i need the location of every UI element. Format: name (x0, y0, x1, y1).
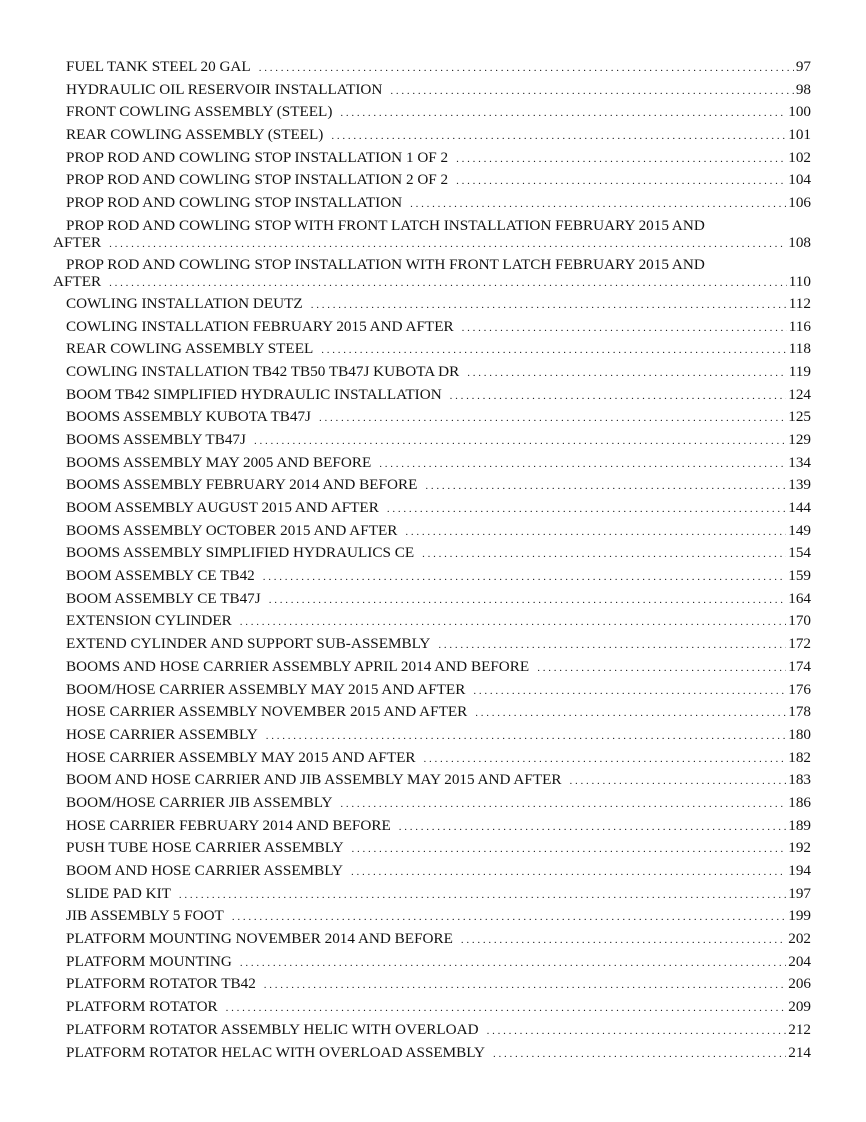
dot-leader (424, 748, 787, 771)
toc-entry[interactable] (0, 837, 866, 860)
toc-entry-page-number: 182 (788, 748, 811, 766)
toc-entry-page-number: 204 (788, 952, 811, 970)
toc-entry-page-number: 97 (795, 58, 811, 75)
toc-entry-title: PLATFORM ROTATOR (66, 998, 218, 1016)
toc-entry-title: COWLING INSTALLATION DEUTZ (66, 294, 303, 312)
dot-leader (410, 193, 786, 216)
dot-leader (266, 725, 786, 748)
toc-entry-row (66, 79, 811, 103)
table-of-contents (0, 56, 866, 1064)
toc-entry-row (66, 316, 811, 340)
dot-leader (109, 272, 787, 295)
toc-entry-title: HOSE CARRIER FEBRUARY 2014 AND BEFORE (66, 816, 391, 834)
dot-leader (259, 57, 794, 80)
toc-entry-page-number: 192 (788, 839, 811, 857)
toc-entry[interactable] (0, 79, 866, 102)
toc-entry-row (66, 588, 811, 612)
toc-entry-page-number: 100 (788, 103, 811, 121)
dot-leader (269, 589, 787, 612)
toc-entry-title: BOOM TB42 SIMPLIFIED HYDRAULIC INSTALLATION (66, 385, 442, 403)
toc-entry-row (66, 384, 811, 408)
toc-entry[interactable] (0, 724, 866, 747)
toc-entry[interactable] (0, 542, 866, 565)
toc-entry-page-number: 125 (788, 408, 811, 426)
toc-entry-title: BOOMS ASSEMBLY FEBRUARY 2014 AND BEFORE (66, 476, 418, 494)
dot-leader (570, 770, 787, 793)
toc-entry[interactable] (0, 951, 866, 974)
toc-entry-page-number: 172 (788, 635, 811, 653)
toc-entry-page-number: 112 (788, 294, 811, 312)
toc-entry-row (66, 951, 811, 975)
dot-leader (456, 170, 786, 193)
toc-entry-title: PLATFORM ROTATOR ASSEMBLY HELIC WITH OVERLOAD (66, 1020, 479, 1038)
toc-entry-row (66, 905, 811, 929)
toc-entry-title: COWLING INSTALLATION TB42 TB50 TB47J KUBOTA DR (66, 362, 460, 380)
toc-entry[interactable] (0, 565, 866, 588)
toc-entry-title: BOOMS ASSEMBLY MAY 2005 AND BEFORE (66, 453, 372, 471)
toc-entry-title: BOOMS ASSEMBLY KUBOTA TB47J (66, 408, 311, 426)
toc-entry[interactable] (0, 520, 866, 543)
toc-entry-row (66, 429, 811, 453)
dot-leader (405, 521, 786, 544)
toc-entry[interactable] (0, 815, 866, 838)
toc-entry-row (66, 610, 811, 634)
toc-entry-row (66, 474, 811, 498)
dot-leader (461, 929, 786, 952)
toc-entry-title: PLATFORM MOUNTING (66, 952, 232, 970)
toc-entry-row (66, 815, 811, 839)
toc-entry-page-number: 159 (788, 567, 811, 585)
toc-entry-title: BOOMS ASSEMBLY SIMPLIFIED HYDRAULICS CE (66, 544, 415, 562)
toc-entry[interactable] (0, 996, 866, 1019)
toc-entry[interactable] (0, 792, 866, 815)
dot-leader (473, 680, 786, 703)
toc-entry-title: BOOM ASSEMBLY CE TB42 (66, 567, 255, 585)
dot-leader (450, 385, 787, 408)
toc-entry[interactable] (0, 883, 866, 906)
toc-entry[interactable] (0, 361, 866, 384)
toc-entry-title-line1: PROP ROD AND COWLING STOP WITH FRONT LATCH INSTALLATION FEBRUARY 2015 AND (66, 216, 705, 234)
toc-entry-row (66, 860, 811, 884)
toc-entry-row (66, 883, 811, 907)
toc-entry-page-number: 101 (788, 126, 811, 144)
dot-leader (311, 294, 787, 317)
toc-entry-title: EXTEND CYLINDER AND SUPPORT SUB-ASSEMBLY (66, 635, 431, 653)
toc-entry-title: PLATFORM MOUNTING NOVEMBER 2014 AND BEFORE (66, 930, 453, 948)
toc-entry-row (66, 452, 811, 476)
toc-entry[interactable] (0, 316, 866, 339)
toc-entry-row (66, 837, 811, 861)
toc-entry-page-number: 116 (788, 317, 811, 335)
toc-entry-title: PROP ROD AND COWLING STOP INSTALLATION 1 OF 2 (66, 148, 449, 166)
toc-entry-page-number: 212 (788, 1020, 811, 1038)
toc-entry-row (66, 973, 811, 997)
dot-leader (390, 80, 793, 103)
toc-entry-row (66, 56, 811, 80)
toc-entry-page-number: 144 (788, 499, 811, 516)
toc-entry-row (66, 147, 811, 171)
toc-entry[interactable] (0, 973, 866, 996)
toc-entry[interactable] (0, 169, 866, 192)
dot-leader (264, 974, 786, 997)
toc-entry-title: FRONT COWLING ASSEMBLY (STEEL) (66, 103, 333, 121)
toc-entry-title: HOSE CARRIER ASSEMBLY NOVEMBER 2015 AND AFTER (66, 703, 468, 721)
toc-entry-row (66, 361, 811, 385)
toc-entry-title: BOOMS ASSEMBLY OCTOBER 2015 AND AFTER (66, 521, 398, 539)
toc-entry-page-number: 124 (788, 385, 811, 403)
dot-leader (319, 407, 786, 430)
toc-entry[interactable] (0, 928, 866, 951)
toc-entry[interactable] (0, 769, 866, 792)
toc-entry-row (66, 701, 811, 725)
toc-entry-row (66, 724, 811, 748)
toc-entry-page-number: 202 (788, 930, 811, 948)
dot-leader (340, 793, 786, 816)
toc-entry-row (53, 271, 811, 295)
dot-leader (422, 543, 786, 566)
toc-entry-title: HOSE CARRIER ASSEMBLY MAY 2015 AND AFTER (66, 748, 416, 766)
toc-entry-row (66, 406, 811, 430)
toc-entry-title: HYDRAULIC OIL RESERVOIR INSTALLATION (66, 80, 383, 98)
toc-entry-page-number: 106 (788, 194, 811, 212)
toc-entry-page-number: 174 (788, 657, 811, 675)
dot-leader (352, 838, 787, 861)
toc-entry-row (66, 1042, 811, 1066)
toc-entry-page-number: 104 (788, 171, 811, 189)
dot-leader (425, 475, 786, 498)
toc-entry-row (53, 232, 811, 256)
toc-entry-row (66, 124, 811, 148)
toc-entry[interactable] (0, 633, 866, 656)
dot-leader (254, 430, 786, 453)
toc-entry-row (66, 101, 811, 125)
toc-entry-page-number: 154 (788, 544, 811, 562)
dot-leader (321, 339, 787, 362)
toc-entry-page-number: 98 (795, 80, 811, 98)
toc-entry-title: PUSH TUBE HOSE CARRIER ASSEMBLY (66, 839, 344, 857)
toc-entry-row (66, 192, 811, 216)
toc-entry-row (66, 769, 811, 793)
toc-entry-page-number: 206 (788, 975, 811, 993)
dot-leader (487, 1020, 787, 1043)
toc-entry-row (66, 996, 811, 1020)
toc-entry-title: BOOMS AND HOSE CARRIER ASSEMBLY APRIL 2014 AND BEFORE (66, 657, 530, 675)
toc-entry-title: BOOM AND HOSE CARRIER AND JIB ASSEMBLY MAY 2015 AND AFTER (66, 771, 562, 789)
dot-leader (475, 702, 786, 725)
toc-entry[interactable] (0, 452, 866, 475)
toc-entry-title: BOOMS ASSEMBLY TB47J (66, 430, 246, 448)
toc-entry[interactable] (0, 747, 866, 770)
dot-leader (109, 233, 786, 256)
toc-entry[interactable] (0, 124, 866, 147)
dot-leader (351, 861, 786, 884)
toc-entry[interactable] (0, 254, 866, 293)
toc-entry-page-number: 134 (788, 453, 811, 471)
toc-entry-row (66, 520, 811, 544)
toc-entry-title: HOSE CARRIER ASSEMBLY (66, 725, 258, 743)
toc-entry-page-number: 209 (788, 998, 811, 1016)
dot-leader (226, 997, 787, 1020)
toc-entry-title: REAR COWLING ASSEMBLY (STEEL) (66, 126, 324, 144)
toc-entry-title: PLATFORM ROTATOR HELAC WITH OVERLOAD ASSEMBLY (66, 1043, 486, 1061)
toc-entry-title: BOOM/HOSE CARRIER JIB ASSEMBLY (66, 793, 333, 811)
dot-leader (263, 566, 786, 589)
dot-leader (467, 362, 786, 385)
toc-entry-title: BOOM/HOSE CARRIER ASSEMBLY MAY 2015 AND AFTER (66, 680, 466, 698)
toc-entry-title: AFTER (53, 233, 102, 251)
dot-leader (438, 634, 786, 657)
dot-leader (379, 453, 786, 476)
toc-entry-title: EXTENSION CYLINDER (66, 612, 232, 630)
toc-entry[interactable] (0, 147, 866, 170)
toc-entry-row (66, 679, 811, 703)
toc-entry[interactable] (0, 656, 866, 679)
toc-entry-title: PROP ROD AND COWLING STOP INSTALLATION (66, 194, 403, 212)
toc-entry[interactable] (0, 497, 866, 520)
toc-entry-row (66, 928, 811, 952)
toc-entry[interactable] (0, 215, 866, 254)
dot-leader (493, 1043, 786, 1066)
toc-entry-title: AFTER (53, 272, 102, 290)
toc-entry-row (66, 338, 811, 362)
toc-entry[interactable] (0, 406, 866, 429)
toc-entry-page-number: 119 (788, 362, 811, 380)
toc-entry-page-number: 164 (788, 589, 811, 607)
toc-entry-page-number: 108 (788, 233, 811, 251)
dot-leader (399, 816, 786, 839)
toc-entry-title: JIB ASSEMBLY 5 FOOT (66, 907, 224, 925)
toc-entry[interactable] (0, 101, 866, 124)
toc-entry-title: SLIDE PAD KIT (66, 884, 171, 902)
toc-entry[interactable] (0, 384, 866, 407)
toc-entry-page-number: 149 (788, 521, 811, 539)
toc-entry[interactable] (0, 860, 866, 883)
toc-entry-title: BOOM AND HOSE CARRIER ASSEMBLY (66, 862, 343, 879)
toc-entry-title: PROP ROD AND COWLING STOP INSTALLATION 2 OF 2 (66, 171, 449, 189)
toc-entry[interactable] (0, 56, 866, 79)
dot-leader (179, 884, 786, 907)
dot-leader (331, 125, 786, 148)
toc-entry-page-number: 183 (788, 771, 811, 789)
toc-entry-page-number: 139 (788, 476, 811, 494)
toc-entry[interactable] (0, 1042, 866, 1065)
dot-leader (232, 906, 786, 929)
toc-entry-page-number: 129 (788, 430, 811, 448)
toc-entry-title: COWLING INSTALLATION FEBRUARY 2015 AND AFTER (66, 317, 454, 335)
toc-entry[interactable] (0, 1019, 866, 1042)
toc-entry-title: FUEL TANK STEEL 20 GAL (66, 58, 251, 75)
toc-entry-page-number: 110 (788, 272, 811, 290)
toc-entry-page-number: 180 (788, 725, 811, 743)
toc-entry-row (66, 747, 811, 771)
toc-entry-title: BOOM ASSEMBLY AUGUST 2015 AND AFTER (66, 499, 379, 516)
dot-leader (462, 317, 787, 340)
toc-entry-row (66, 1019, 811, 1043)
toc-entry[interactable] (0, 474, 866, 497)
toc-entry[interactable] (0, 192, 866, 215)
toc-entry[interactable] (0, 588, 866, 611)
toc-entry-page-number: 178 (788, 703, 811, 721)
toc-entry[interactable] (0, 701, 866, 724)
dot-leader (387, 498, 786, 521)
toc-entry-row (66, 542, 811, 566)
toc-entry-page-number: 199 (788, 907, 811, 925)
toc-entry-row (66, 633, 811, 657)
toc-entry[interactable] (0, 293, 866, 316)
dot-leader (240, 611, 786, 634)
toc-entry-title: PLATFORM ROTATOR TB42 (66, 975, 256, 993)
toc-entry-row (66, 293, 811, 317)
dot-leader (340, 102, 786, 125)
toc-entry-page-number: 118 (788, 340, 811, 358)
toc-entry-page-number: 176 (788, 680, 811, 698)
toc-entry-title: REAR COWLING ASSEMBLY STEEL (66, 340, 314, 358)
dot-leader (537, 657, 786, 680)
dot-leader (456, 148, 786, 171)
toc-entry-row (66, 169, 811, 193)
toc-entry[interactable] (0, 905, 866, 928)
toc-entry-row (66, 565, 811, 589)
toc-entry-row (66, 792, 811, 816)
toc-entry-row (66, 497, 811, 521)
toc-entry-page-number: 197 (788, 884, 811, 902)
toc-entry-page-number: 186 (788, 793, 811, 811)
toc-entry-page-number: 189 (788, 816, 811, 834)
toc-entry-page-number: 102 (788, 148, 811, 166)
toc-entry-page-number: 170 (788, 612, 811, 630)
toc-entry-page-number: 194 (788, 862, 811, 879)
toc-entry-row (66, 656, 811, 680)
toc-entry[interactable] (0, 679, 866, 702)
toc-entry[interactable] (0, 338, 866, 361)
toc-entry[interactable] (0, 429, 866, 452)
toc-entry-title: BOOM ASSEMBLY CE TB47J (66, 589, 261, 607)
toc-entry-title-line1: PROP ROD AND COWLING STOP INSTALLATION WITH FRONT LATCH FEBRUARY 2015 AND (66, 255, 705, 273)
dot-leader (240, 952, 786, 975)
toc-entry-page-number: 214 (788, 1043, 811, 1061)
toc-entry[interactable] (0, 610, 866, 633)
